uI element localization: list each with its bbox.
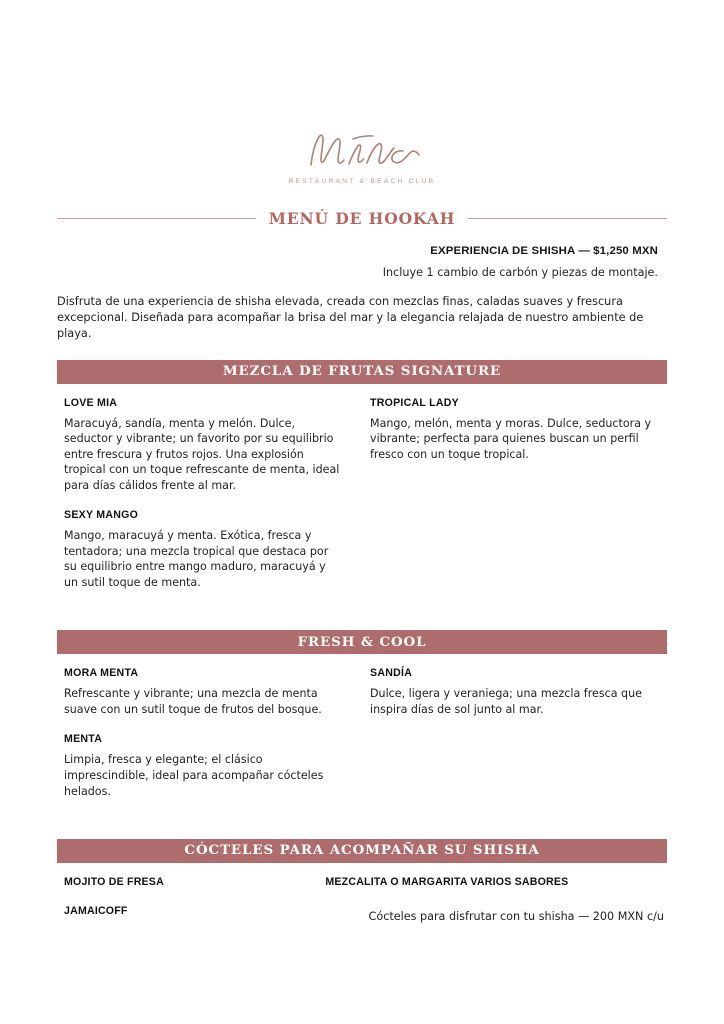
cocktail-item-name: MOJITO DE FRESA xyxy=(64,876,164,889)
menu-item xyxy=(370,397,663,463)
column-left xyxy=(57,397,362,591)
menu-title-row xyxy=(57,209,667,228)
section-spacer xyxy=(57,799,667,821)
menu-item xyxy=(64,733,340,799)
section-items-fresh-cool xyxy=(57,667,667,799)
menu-item-description: Refrescante y vibrante; una mezcla de menta suave con un sutil toque de frutos del bosque. xyxy=(64,687,322,716)
menu-item-name: LOVE MIA xyxy=(64,396,118,409)
section-items-signature xyxy=(57,397,667,591)
cocktails-column-left xyxy=(57,876,325,934)
intro-paragraph: Disfruta de una experiencia de shisha elevada, creada con mezclas finas, caladas suaves y frescura excepcional. Diseñada para acompañar la brisa del mar y la elegancia relajada de nuestro ambiente de playa. xyxy=(57,294,644,340)
brand-tagline: RESTAURANT & BEACH CLUB xyxy=(288,178,436,185)
section-banner-signature xyxy=(57,360,667,384)
menu-item-name: MORA MENTA xyxy=(64,667,139,680)
section-banner-label: CÓCTELES PARA ACOMPAÑAR SU SHISHA xyxy=(184,842,540,859)
menu-item xyxy=(64,509,340,590)
page-title: MENÚ DE HOOKAH xyxy=(268,208,456,228)
cocktails-column-right xyxy=(325,876,667,934)
brand-logo xyxy=(57,0,667,186)
cocktail-item-name: JAMAICOFF xyxy=(64,905,128,918)
menu-item-name: SEXY MANGO xyxy=(64,509,139,522)
mia-script-logo-icon xyxy=(297,128,427,174)
menu-item-description: Limpia, fresca y elegante; el clásico imprescindible, ideal para acompañar cócteles helados. xyxy=(64,753,324,798)
section-banner-label: FRESH & COOL xyxy=(297,633,427,650)
cocktails-price-note: Cócteles para disfrutar con tu shisha — 200 MXN c/u xyxy=(368,910,664,924)
menu-item xyxy=(370,667,663,717)
menu-item-description: Maracuyá, sandía, menta y melón. Dulce, seductor y vibrante; un favorito por su equilibrio entre frescura y frutos rojos. Una explosión tropical con un toque refrescante de menta, ideal para días cálidos frente al mar. xyxy=(64,416,340,492)
menu-item xyxy=(64,397,340,494)
menu-item-description: Dulce, ligera y veraniega; una mezcla fresca que inspira días de sol junto al mar. xyxy=(370,687,642,716)
section-banner-fresh-cool xyxy=(57,630,667,654)
menu-item-name: TROPICAL LADY xyxy=(370,396,459,409)
column-left xyxy=(57,667,362,799)
menu-item-name: SANDÍA xyxy=(370,667,413,680)
shisha-price-headline: EXPERIENCIA DE SHISHA — $1,250 MXN xyxy=(430,244,658,257)
section-banner-cocktails xyxy=(57,839,667,863)
section-banner-label: MEZCLA DE FRUTAS SIGNATURE xyxy=(222,362,502,379)
menu-item-description: Mango, melón, menta y moras. Dulce, seductora y vibrante; perfecta para quienes buscan un perfil fresco con un toque tropical. xyxy=(370,416,652,461)
cocktail-group-heading: MEZCALITA O MARGARITA VARIOS SABORES xyxy=(325,876,569,889)
shisha-price-note: Incluye 1 cambio de carbón y piezas de montaje. xyxy=(382,265,658,279)
column-right xyxy=(362,397,667,591)
cocktails-section xyxy=(57,876,667,934)
title-rule-left xyxy=(57,218,256,219)
title-rule-right xyxy=(468,218,667,219)
menu-item-name: MENTA xyxy=(64,733,103,746)
column-right xyxy=(362,667,667,799)
menu-item-description: Mango, maracuyá y menta. Exótica, fresca y tentadora; una mezcla tropical que destaca por su equilibrio entre mango maduro, maracuyá y un sutil toque de menta. xyxy=(64,529,329,589)
section-spacer xyxy=(57,590,667,612)
menu-item xyxy=(64,667,340,717)
